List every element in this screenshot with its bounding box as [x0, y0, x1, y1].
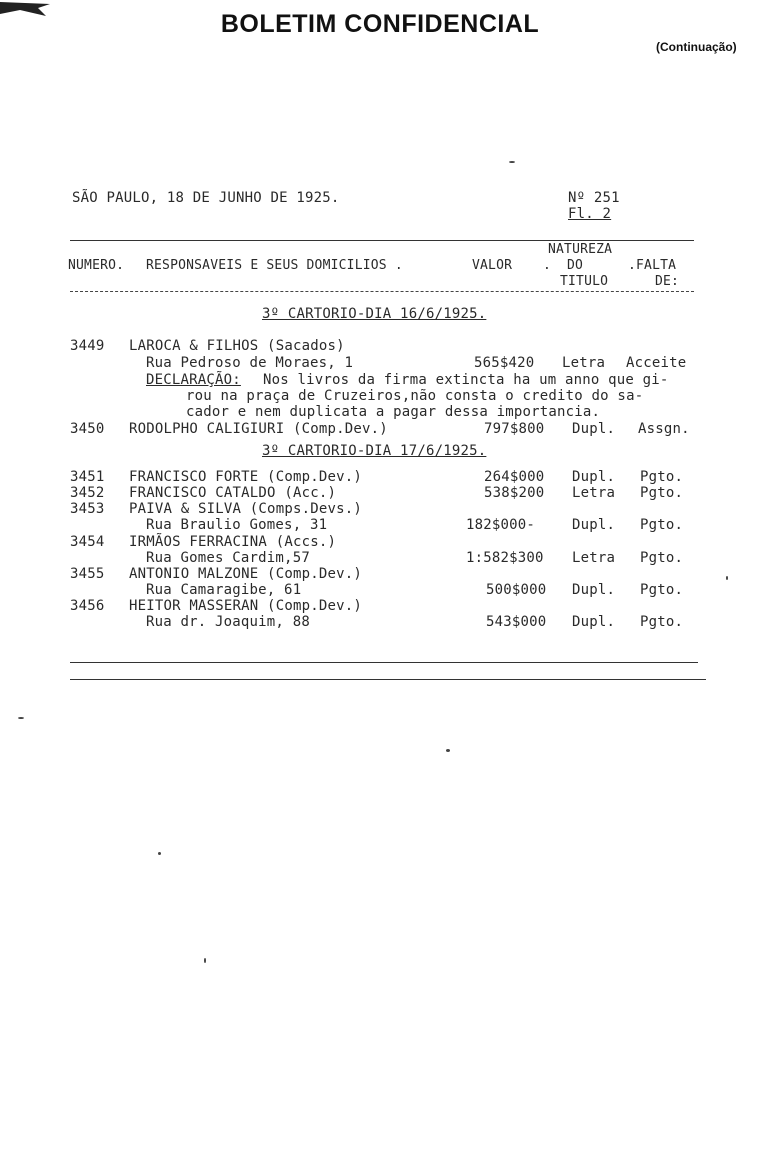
- entry-number: 3451: [70, 469, 105, 485]
- entry-number: 3452: [70, 485, 105, 501]
- entry-value: 543$000: [486, 614, 547, 630]
- entry-address: Rua dr. Joaquim, 88: [146, 614, 310, 630]
- entry-value: 797$800: [484, 421, 545, 437]
- page-title: BOLETIM CONFIDENCIAL: [220, 10, 540, 38]
- entry-title-type: Dupl.: [572, 469, 616, 485]
- scan-speck: [726, 576, 728, 580]
- entry-value: 182$000-: [466, 517, 536, 533]
- entry-missing: Pgto.: [640, 517, 684, 533]
- col-falta-2: DE:: [655, 274, 680, 289]
- entry-name: HEITOR MASSERAN (Comp.Dev.): [129, 598, 362, 614]
- scan-speck: [18, 717, 24, 719]
- entry-value: 565$420: [474, 355, 535, 371]
- declaration-label: DECLARAÇÃO:: [146, 372, 241, 388]
- entry-name: IRMÃOS FERRACINA (Accs.): [129, 534, 337, 550]
- declaration-line-1: Nos livros da firma extincta ha um anno que gi-: [263, 372, 669, 388]
- entry-title-type: Letra: [572, 550, 616, 566]
- col-sep-dot: .: [543, 258, 552, 273]
- bulletin-number: Nº 251: [568, 190, 620, 206]
- entry-value: 264$000: [484, 469, 545, 485]
- scan-speck: [509, 161, 515, 163]
- entry-number: 3455: [70, 566, 105, 582]
- scan-speck: [158, 852, 161, 855]
- closing-rule-2: [70, 679, 706, 680]
- col-natureza-2: DO: [567, 258, 584, 273]
- entry-title-type: Letra: [572, 485, 616, 501]
- entry-name: FRANCISCO CATALDO (Acc.): [129, 485, 337, 501]
- entry-number: 3449: [70, 338, 105, 354]
- col-natureza-1: NATUREZA: [548, 242, 613, 257]
- header-top-rule: [70, 240, 694, 241]
- declaration-line-2: rou na praça de Cruzeiros,não consta o credito do sa-: [186, 388, 644, 404]
- scan-speck: [204, 958, 206, 963]
- entry-missing: Pgto.: [640, 469, 684, 485]
- col-numero: NUMERO.: [68, 258, 125, 273]
- entry-value: 538$200: [484, 485, 545, 501]
- entry-title-type: Dupl.: [572, 421, 616, 437]
- declaration-line-3: cador e nem duplicata a pagar dessa importancia.: [186, 404, 601, 420]
- entry-title-type: Dupl.: [572, 582, 616, 598]
- entry-title-type: Dupl.: [572, 614, 616, 630]
- entry-name: LAROCA & FILHOS (Sacados): [129, 338, 345, 354]
- entry-number: 3453: [70, 501, 105, 517]
- entry-address: Rua Camaragibe, 61: [146, 582, 302, 598]
- col-natureza-3: TITULO: [560, 274, 609, 289]
- section-heading-1: 3º CARTORIO-DIA 16/6/1925.: [262, 306, 487, 322]
- entry-title-type: Dupl.: [572, 517, 616, 533]
- scan-speck: [446, 749, 450, 752]
- entry-address: Rua Pedroso de Moraes, 1: [146, 355, 354, 371]
- col-falta-1: .FALTA: [628, 258, 677, 273]
- entry-address: Rua Braulio Gomes, 31: [146, 517, 328, 533]
- col-valor: VALOR: [472, 258, 513, 273]
- section-heading-2: 3º CARTORIO-DIA 17/6/1925.: [262, 443, 487, 459]
- entry-missing: Pgto.: [640, 485, 684, 501]
- entry-missing: Pgto.: [640, 582, 684, 598]
- entry-name: RODOLPHO CALIGIURI (Comp.Dev.): [129, 421, 388, 437]
- entry-missing: Assgn.: [638, 421, 690, 437]
- entry-title-type: Letra: [562, 355, 606, 371]
- entry-number: 3454: [70, 534, 105, 550]
- entry-number: 3456: [70, 598, 105, 614]
- entry-missing: Acceite: [626, 355, 687, 371]
- entry-address: Rua Gomes Cardim,57: [146, 550, 310, 566]
- closing-rule-1: [70, 662, 698, 663]
- continuation-label: (Continuação): [656, 40, 737, 54]
- entry-value: 500$000: [486, 582, 547, 598]
- place-date: SÃO PAULO, 18 DE JUNHO DE 1925.: [72, 190, 340, 206]
- header-bottom-rule: [70, 291, 694, 292]
- entry-name: PAIVA & SILVA (Comps.Devs.): [129, 501, 362, 517]
- entry-name: FRANCISCO FORTE (Comp.Dev.): [129, 469, 362, 485]
- entry-missing: Pgto.: [640, 550, 684, 566]
- sheet-number: Fl. 2: [568, 206, 612, 222]
- entry-missing: Pgto.: [640, 614, 684, 630]
- entry-number: 3450: [70, 421, 105, 437]
- col-responsaveis: RESPONSAVEIS E SEUS DOMICILIOS .: [146, 258, 403, 273]
- entry-name: ANTONIO MALZONE (Comp.Dev.): [129, 566, 362, 582]
- entry-value: 1:582$300: [466, 550, 544, 566]
